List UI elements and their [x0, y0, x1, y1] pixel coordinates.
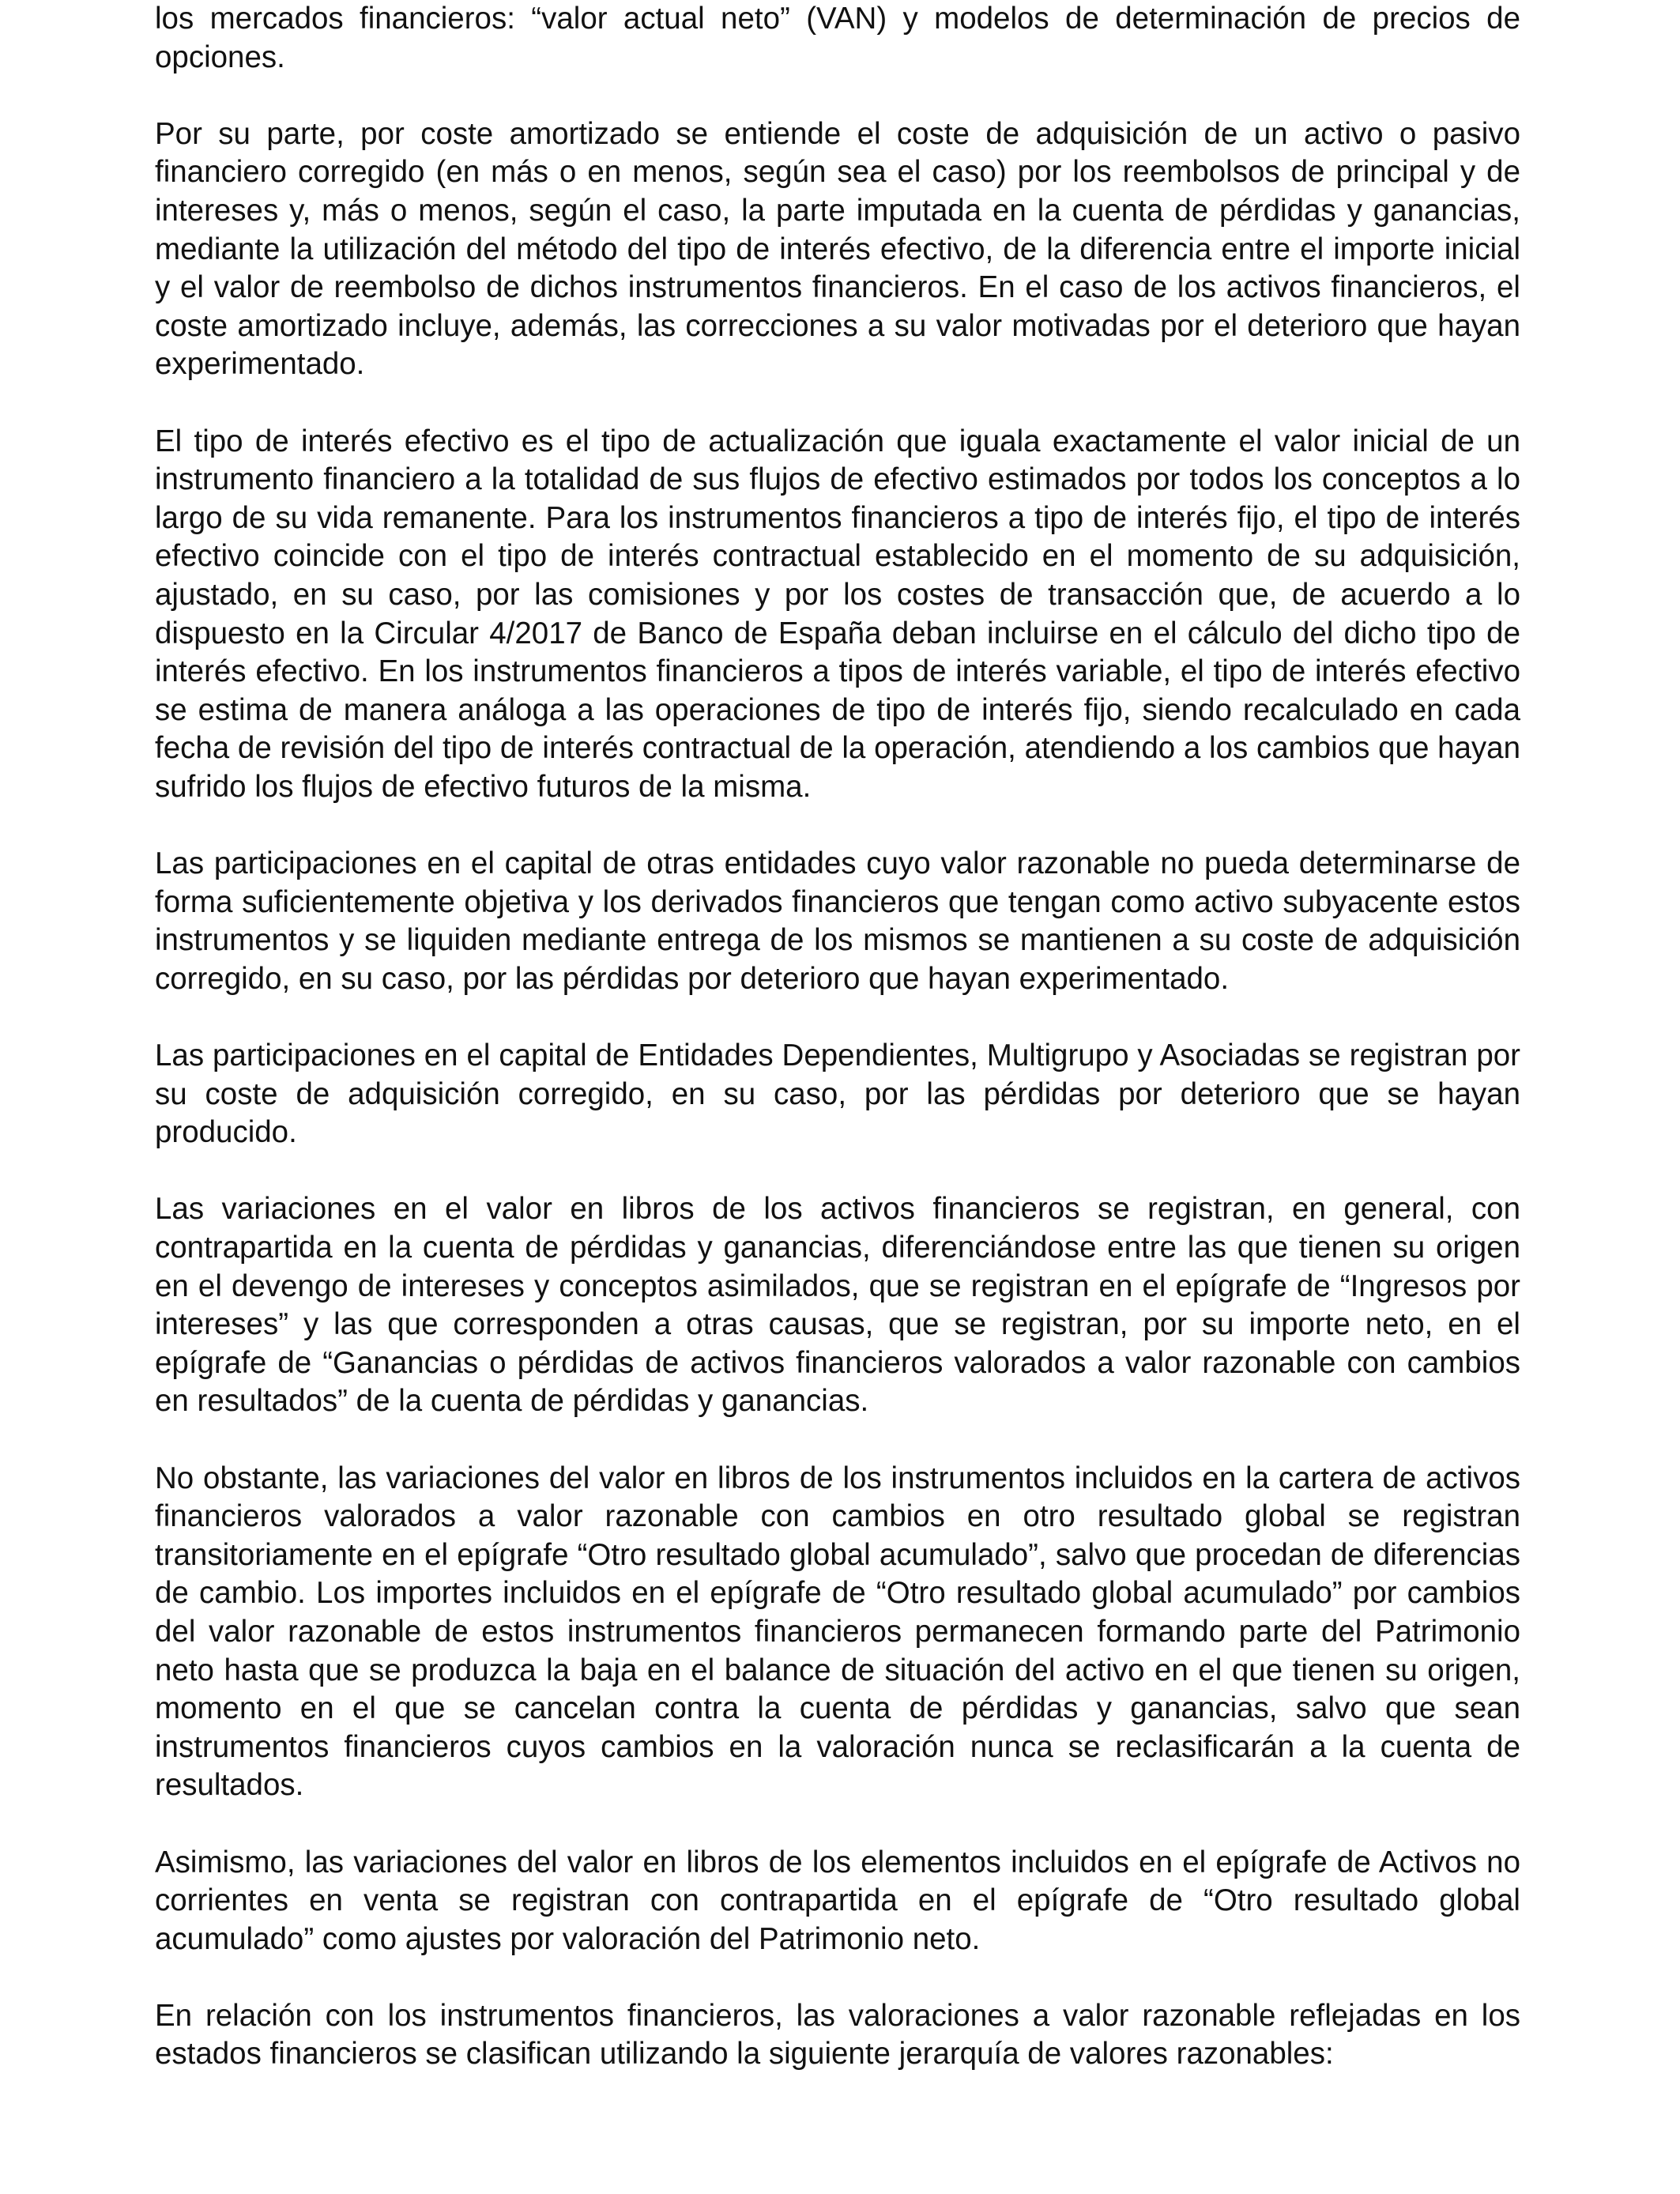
paragraph-non-current-assets-for-sale: Asimismo, las variaciones del valor en libros de los elementos incluidos en el epígrafe de Activos no corrientes en venta se registran con contrapartida en el epígrafe de “Otro resultado global acumulado” como ajustes por valoración del Patrimonio neto.	[155, 1845, 1520, 1956]
paragraph-fair-value-hierarchy: En relación con los instrumentos financieros, las valoraciones a valor razonable reflejadas en los estados financieros se clasifican utilizando la siguiente jerarquía de valores razonables:	[155, 1998, 1520, 2071]
paragraph-effective-interest-rate: El tipo de interés efectivo es el tipo de actualización que iguala exactamente el valor inicial de un instrumento financiero a la totalidad de sus flujos de efectivo estimados por todos los conceptos a lo largo de su vida remanente. Para los instrumentos financieros a tipo de interés fijo, el tipo de interés efectivo coincide con el tipo de interés contractual establecido en el momento de su adquisición, ajustado, en su caso, por las comisiones y por los costes de transacción que, de acuerdo a lo dispuesto en la Circular 4/2017 de Banco de España deban incluirse en el cálculo del dicho tipo de interés efectivo. En los instrumentos financieros a tipos de interés variable, el tipo de interés efectivo se estima de manera análoga a las operaciones de tipo de interés fijo, siendo recalculado en cada fecha de revisión del tipo de interés contractual de la operación, atendiendo a los cambios que hayan sufrido los flujos de efectivo futuros de la misma.	[155, 424, 1520, 804]
paragraph-amortized-cost: Por su parte, por coste amortizado se entiende el coste de adquisición de un activo o pasivo financiero corregido (en más o en menos, según sea el caso) por los reembolsos de principal y de intereses y, más o menos, según el caso, la parte imputada en la cuenta de pérdidas y ganancias, mediante la utilización del método del tipo de interés efectivo, de la diferencia entre el importe inicial y el valor de reembolso de dichos instrumentos financieros. En el caso de los activos financieros, el coste amortizado incluye, además, las correcciones a su valor motivadas por el deterioro que hayan experimentado.	[155, 116, 1520, 382]
paragraph-other-comprehensive-income: No obstante, las variaciones del valor en libros de los instrumentos incluidos en la cartera de activos financieros valorados a valor razonable con cambios en otro resultado global se registran transitoriamente en el epígrafe “Otro resultado global acumulado”, salvo que procedan de diferencias de cambio. Los importes incluidos en el epígrafe de “Otro resultado global acumulado” por cambios del valor razonable de estos instrumentos financieros permanecen formando parte del Patrimonio neto hasta que se produzca la baja en el balance de situación del activo en el que tienen su origen, momento en el que se cancelan contra la cuenta de pérdidas y ganancias, salvo que sean instrumentos financieros cuyos cambios en la valoración nunca se reclasificarán a la cuenta de resultados.	[155, 1461, 1520, 1803]
paragraph-carrying-value-changes: Las variaciones en el valor en libros de los activos financieros se registran, en general, con contrapartida en la cuenta de pérdidas y ganancias, diferenciándose entre las que tienen su origen en el devengo de intereses y conceptos asimilados, que se registran en el epígrafe de “Ingresos por intereses” y las que corresponden a otras causas, que se registran, por su importe neto, en el epígrafe de “Ganancias o pérdidas de activos financieros valorados a valor razonable con cambios en resultados” de la cuenta de pérdidas y ganancias.	[155, 1192, 1520, 1419]
paragraph-valuation-models: los mercados financieros: “valor actual neto” (VAN) y modelos de determinación de precios de opciones.	[155, 2, 1520, 74]
paragraph-group-entities: Las participaciones en el capital de Entidades Dependientes, Multigrupo y Asociadas se registran por su coste de adquisición corregido, en su caso, por las pérdidas por deterioro que se hayan producido.	[155, 1039, 1520, 1150]
paragraph-equity-holdings-at-cost: Las participaciones en el capital de otras entidades cuyo valor razonable no pueda determinarse de forma suficientemente objetiva y los derivados financieros que tengan como activo subyacente estos instrumentos y se liquiden mediante entrega de los mismos se mantienen a su coste de adquisición corregido, en su caso, por las pérdidas por deterioro que hayan experimentado.	[155, 846, 1520, 996]
document-page	[155, 0, 1520, 2113]
